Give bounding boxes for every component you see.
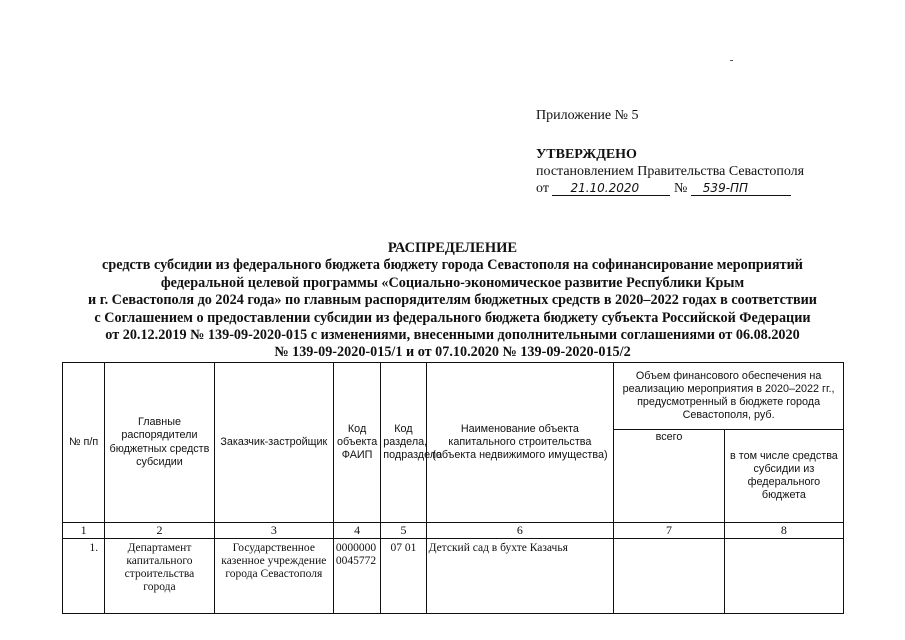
document-heading bbox=[40, 240, 865, 362]
row-developer: Государственное казенное учреждение города Севастополя bbox=[214, 539, 333, 614]
heading-line: и г. Севастополя до 2024 года» по главным распорядителям бюджетных средств в 2020–2022 годах в соответствии bbox=[88, 292, 817, 309]
heading-line: № 139-09-2020-015/1 и от 07.10.2020 № 139-09-2020-015/2 bbox=[274, 344, 631, 361]
column-number: 5 bbox=[381, 523, 426, 539]
header-funding: Объем финансового обеспечения на реализацию мероприятия в 2020–2022 гг., предусмотренный в бюджете города Севастополя, руб. bbox=[614, 363, 844, 430]
column-number: 3 bbox=[214, 523, 333, 539]
annex-label: Приложение № 5 bbox=[536, 108, 639, 123]
row-total bbox=[614, 539, 725, 614]
decree-line bbox=[536, 180, 804, 197]
number-label: № bbox=[673, 181, 688, 196]
margin-mark bbox=[730, 60, 733, 61]
heading-line: с Соглашением о предоставлении субсидии из федерального бюджета бюджету субъекта Российской Федерации bbox=[94, 309, 811, 326]
row-object-name: Детский сад в бухте Казачья bbox=[426, 539, 614, 614]
table-header-row bbox=[63, 363, 844, 430]
header-managers: Главные распорядители бюджетных средств субсидии bbox=[105, 363, 215, 523]
column-number: 4 bbox=[333, 523, 380, 539]
decree-date: 21.10.2020 bbox=[552, 181, 670, 196]
column-number: 6 bbox=[426, 523, 614, 539]
heading-line: федеральной целевой программы «Социально-экономическое развитие Республики Крым bbox=[160, 274, 745, 291]
approval-block bbox=[536, 107, 804, 197]
distribution-table bbox=[62, 362, 844, 614]
header-num: № п/п bbox=[63, 363, 105, 523]
row-section-code: 07 01 bbox=[381, 539, 426, 614]
row-num: 1. bbox=[63, 539, 105, 614]
header-object-name: Наименование объекта капитального строительства (объекта недвижимого имущества) bbox=[426, 363, 614, 523]
from-label: от bbox=[536, 181, 549, 196]
column-numbers-row bbox=[63, 523, 844, 539]
column-number: 1 bbox=[63, 523, 105, 539]
header-total: всего bbox=[614, 430, 725, 523]
column-number: 8 bbox=[724, 523, 843, 539]
column-number: 2 bbox=[105, 523, 215, 539]
header-federal: в том числе средства субсидии из федерального бюджета bbox=[724, 430, 843, 523]
header-faip-code: Код объекта ФАИП bbox=[333, 363, 380, 523]
row-manager: Департамент капитального строительства города bbox=[105, 539, 215, 614]
header-developer: Заказчик-застройщик bbox=[214, 363, 333, 523]
heading-line: средств субсидии из федерального бюджета бюджету города Севастополя на софинансирование мероприятий bbox=[102, 257, 803, 274]
row-faip-code: 0000000 0045772 bbox=[333, 539, 380, 614]
table-row bbox=[63, 539, 844, 614]
heading-line: от 20.12.2019 № 139-09-2020-015 с изменениями, внесенными дополнительными соглашениями от 06.08.2020 bbox=[105, 327, 800, 344]
column-number: 7 bbox=[614, 523, 725, 539]
decree-number: 539-ПП bbox=[691, 181, 791, 196]
approved-label: УТВЕРЖДЕНО bbox=[536, 147, 637, 162]
row-federal bbox=[724, 539, 843, 614]
approved-by: постановлением Правительства Севастополя bbox=[536, 164, 805, 179]
document-title: РАСПРЕДЕЛЕНИЕ bbox=[387, 240, 518, 256]
header-section-code: Код раздела, подраздела bbox=[381, 363, 426, 523]
